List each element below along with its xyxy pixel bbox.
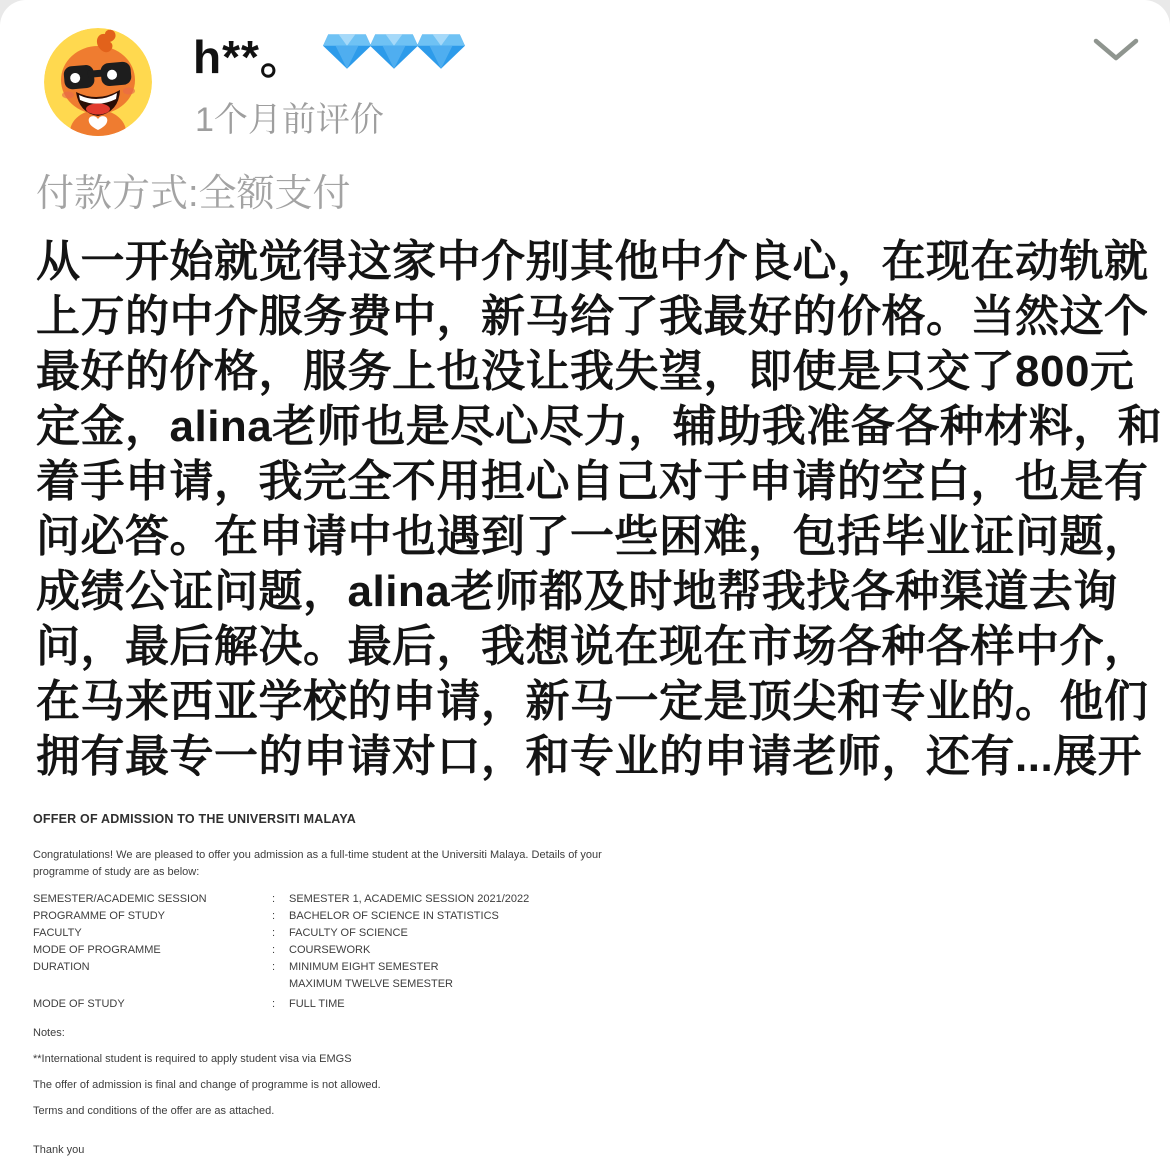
doc-value-line: MAXIMUM TWELVE SEMESTER — [289, 978, 454, 990]
doc-colon: : — [272, 893, 276, 905]
doc-table — [33, 891, 693, 1013]
doc-row-label: MODE OF PROGRAMME — [33, 944, 161, 956]
doc-row-value: FACULTY OF SCIENCE — [289, 927, 408, 939]
doc-colon: : — [272, 944, 276, 956]
doc-row-label: FACULTY — [33, 927, 82, 939]
doc-row-value — [289, 959, 453, 993]
review-line: 问，最后解决。最后，我想说在现在市场各种各样中介， — [36, 622, 1149, 671]
name-row — [193, 24, 466, 84]
payment-method: 付款方式:全额支付 — [36, 173, 351, 215]
avatar[interactable] — [44, 28, 152, 136]
doc-note: **International student is required to apply student visa via EMGS — [33, 1053, 352, 1065]
doc-notes — [33, 1027, 693, 1156]
doc-row-value: SEMESTER 1, ACADEMIC SESSION 2021/2022 — [289, 893, 530, 905]
doc-row — [33, 908, 693, 925]
doc-row — [33, 942, 693, 959]
review-line-text: 拥有最专一的申请对口，和专业的申请老师，还有... — [36, 732, 1054, 781]
review-line: 从一开始就觉得这家中介别其他中介良心，在现在动轨就 — [36, 237, 1149, 286]
doc-row-label: SEMESTER/ACADEMIC SESSION — [33, 893, 207, 905]
review-line: 问必答。在申请中也遇到了一些困难，包括毕业证问题， — [36, 512, 1149, 561]
review-line: 在马来西亚学校的申请，新马一定是顶尖和专业的。他们 — [36, 677, 1149, 726]
attachment-image[interactable] — [33, 812, 693, 1170]
doc-value-line: MINIMUM EIGHT SEMESTER — [289, 961, 439, 973]
doc-row-value: BACHELOR OF SCIENCE IN STATISTICS — [289, 910, 499, 922]
doc-row — [33, 891, 693, 908]
review-line: 成绩公证问题，alina老师都及时地帮我找各种渠道去询 — [36, 567, 1118, 616]
doc-title: OFFER OF ADMISSION TO THE UNIVERSITI MALAYA — [33, 812, 356, 826]
diamond-icon — [322, 30, 372, 72]
doc-row-label: DURATION — [33, 961, 90, 973]
doc-notes-label: Notes: — [33, 1027, 65, 1039]
doc-row-label: MODE OF STUDY — [33, 998, 125, 1010]
review-line: 定金，alina老师也是尽心尽力，辅助我准备各种材料，和 — [36, 402, 1163, 451]
diamond-icon — [369, 30, 419, 72]
review-time: 1个月前评价 — [195, 101, 384, 139]
doc-colon: : — [272, 910, 276, 922]
chevron-down-icon[interactable] — [1093, 38, 1139, 64]
review-text — [36, 234, 1163, 784]
expand-link[interactable]: 展开 — [1053, 732, 1143, 781]
doc-intro-line: Congratulations! We are pleased to offer you admission as a full-time student at the Universiti Malaya. Details of your — [33, 849, 602, 861]
doc-row-label: PROGRAMME OF STUDY — [33, 910, 166, 922]
doc-intro-line: programme of study are as below: — [33, 866, 200, 878]
doc-note: Terms and conditions of the offer are as attached. — [33, 1105, 275, 1117]
username: h**。 — [193, 31, 307, 83]
doc-colon: : — [272, 927, 276, 939]
doc-colon: : — [272, 998, 276, 1010]
doc-note: The offer of admission is final and change of programme is not allowed. — [33, 1079, 381, 1091]
doc-intro — [33, 847, 693, 881]
taobao-mascot-avatar-icon — [44, 28, 152, 136]
review-line: 上万的中介服务费中，新马给了我最好的价格。当然这个 — [36, 292, 1149, 341]
review-line: 最好的价格，服务上也没让我失望，即使是只交了800元 — [36, 347, 1135, 396]
doc-row — [33, 959, 693, 993]
doc-row-value: FULL TIME — [289, 998, 345, 1010]
review-line: 着手申请，我完全不用担心自己对于申请的空白，也是有 — [36, 457, 1149, 506]
buyer-rating — [325, 30, 466, 72]
doc-closing: Thank you — [33, 1144, 85, 1156]
review-last-line — [36, 729, 1146, 784]
diamond-icon — [416, 30, 466, 72]
doc-row-value: COURSEWORK — [289, 944, 371, 956]
doc-row — [33, 996, 693, 1013]
doc-row — [33, 925, 693, 942]
doc-colon: : — [272, 961, 276, 973]
